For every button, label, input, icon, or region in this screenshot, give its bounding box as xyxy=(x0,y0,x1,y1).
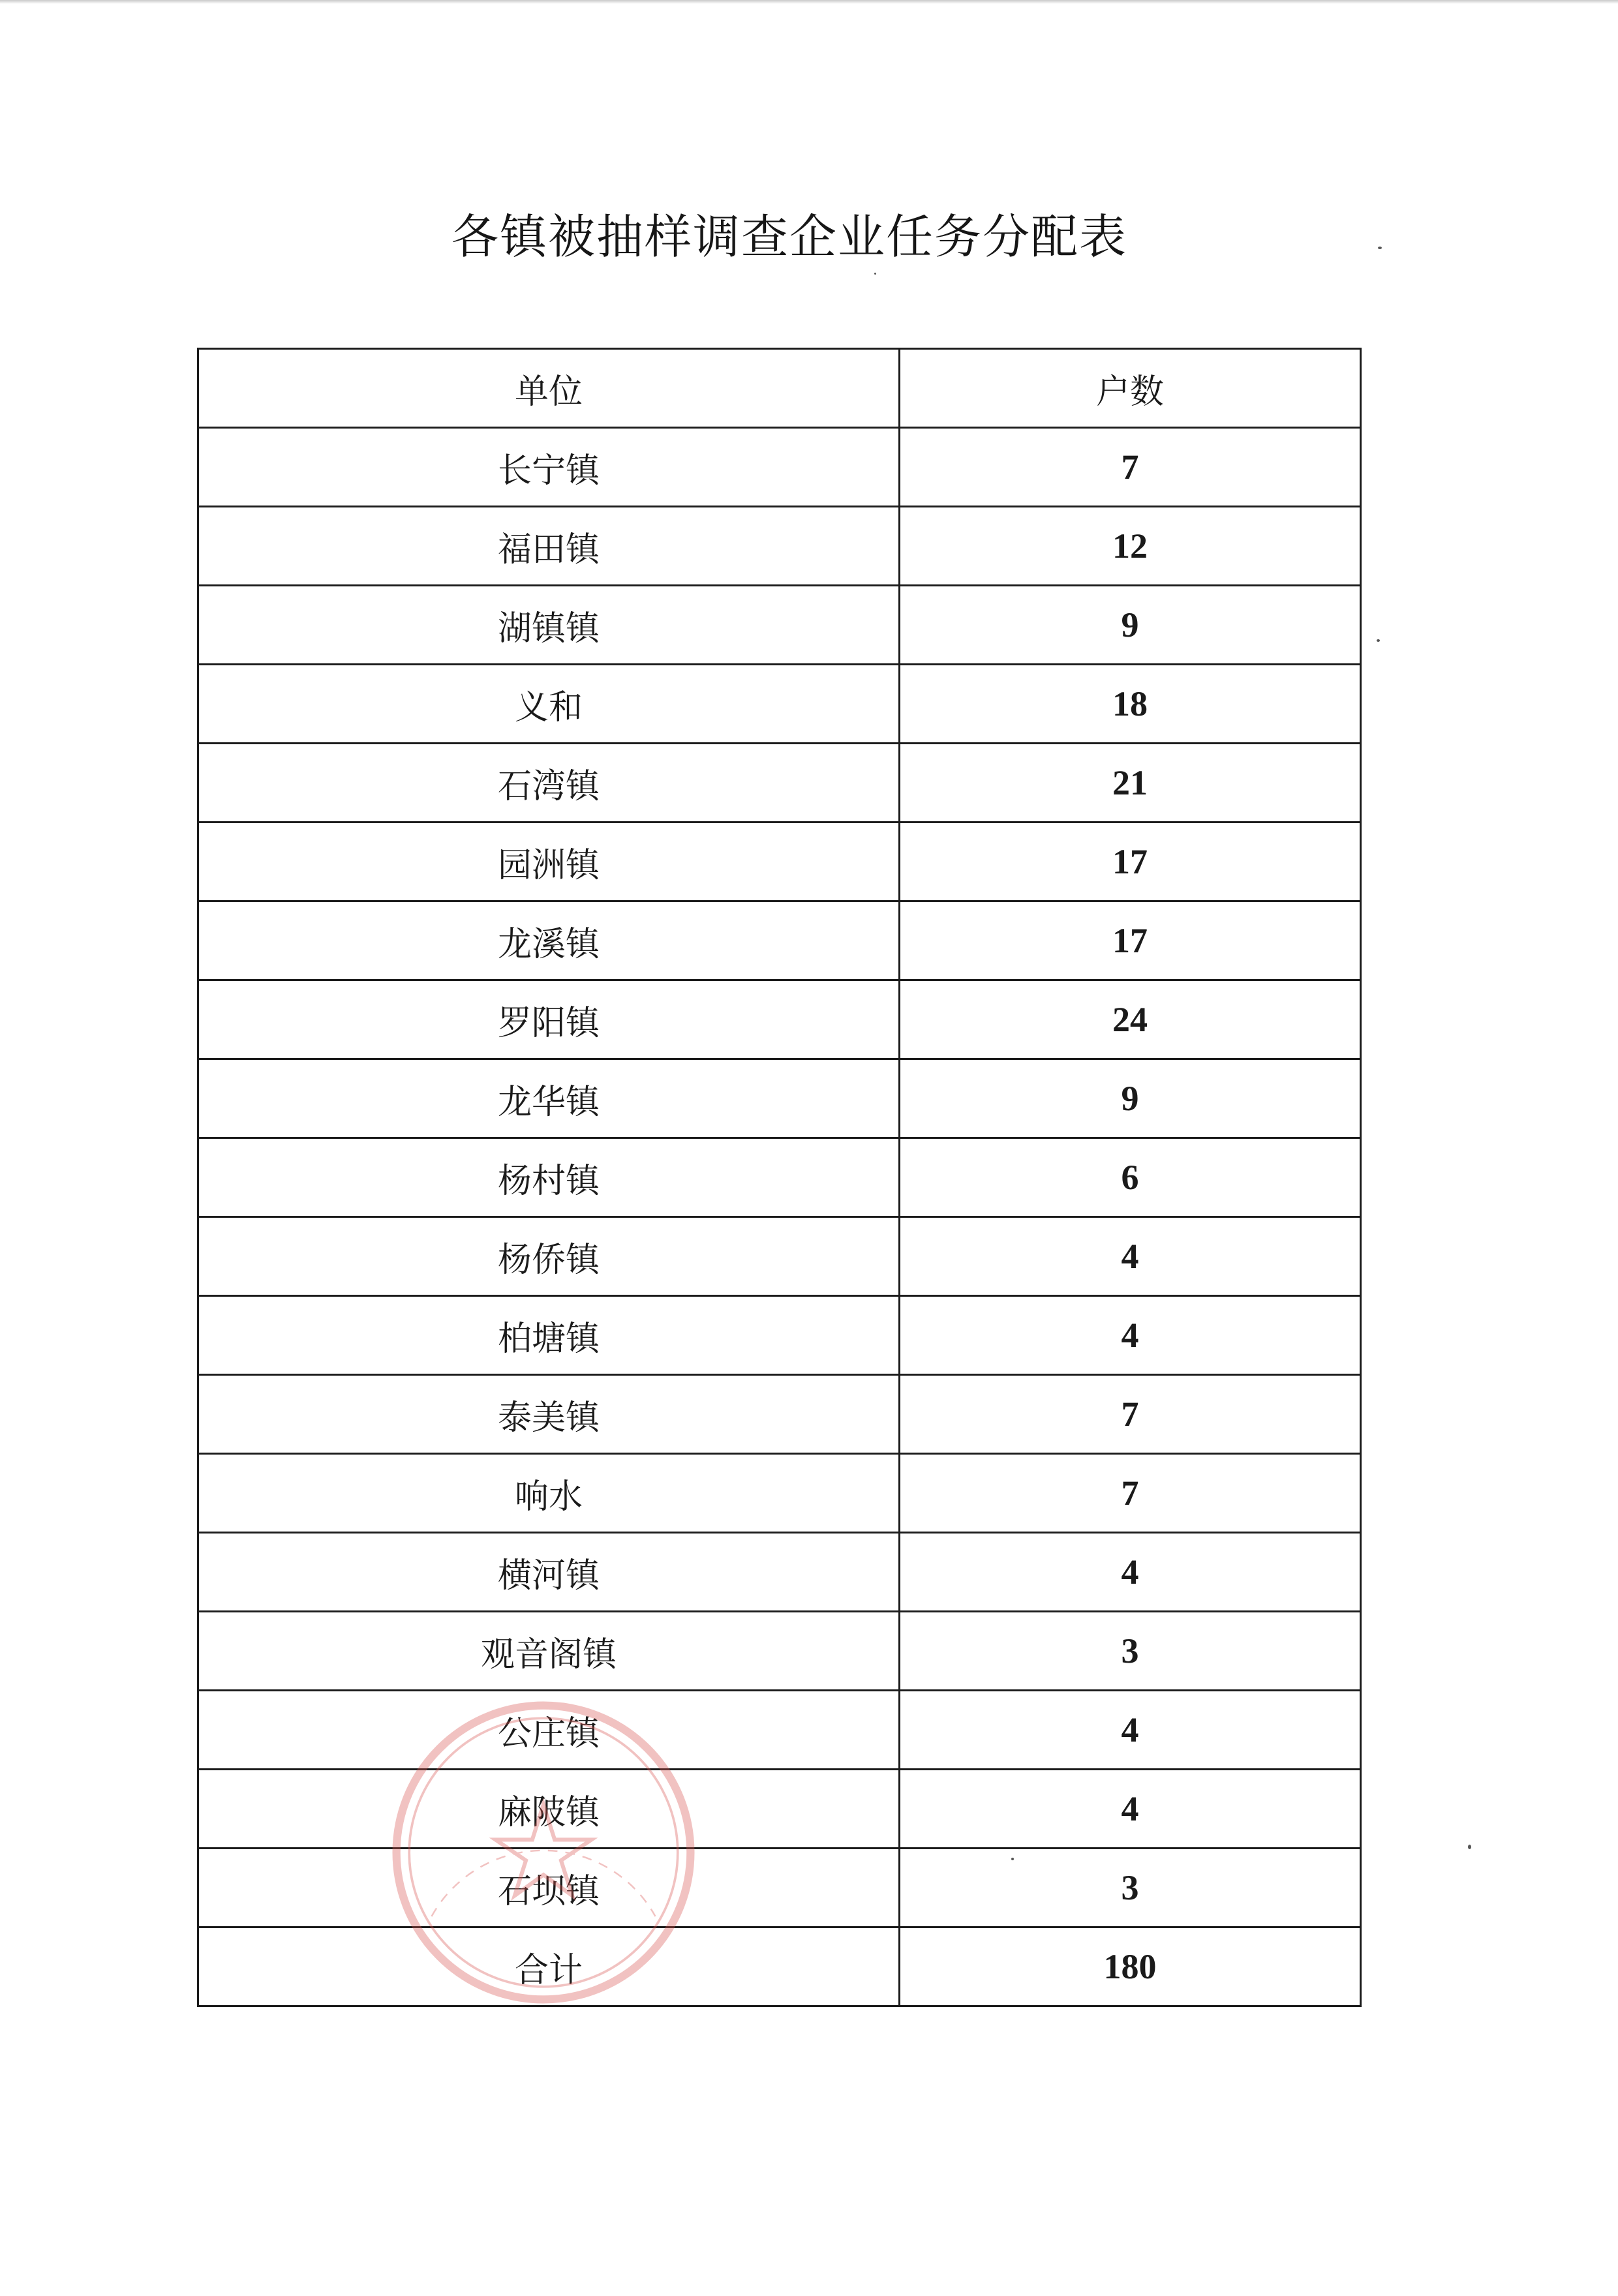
unit-cell: 长宁镇 xyxy=(198,428,900,507)
count-cell: 3 xyxy=(900,1849,1361,1927)
allocation-table xyxy=(197,348,1362,2007)
unit-cell: 泰美镇 xyxy=(198,1375,900,1454)
total-label: 合计 xyxy=(198,1927,900,2006)
count-cell: 4 xyxy=(900,1533,1361,1612)
table-row xyxy=(198,507,1361,586)
table-row xyxy=(198,1612,1361,1691)
header-unit: 单位 xyxy=(198,349,900,428)
scan-speck xyxy=(1378,247,1382,249)
total-row xyxy=(198,1927,1361,2006)
unit-cell: 公庄镇 xyxy=(198,1691,900,1770)
unit-cell: 石坝镇 xyxy=(198,1849,900,1927)
unit-cell: 龙溪镇 xyxy=(198,901,900,980)
count-cell: 7 xyxy=(900,1375,1361,1454)
total-value: 180 xyxy=(900,1927,1361,2006)
count-cell: 18 xyxy=(900,665,1361,744)
table-row xyxy=(198,1454,1361,1533)
unit-cell: 福田镇 xyxy=(198,507,900,586)
scan-speck xyxy=(874,273,876,275)
table-row xyxy=(198,1691,1361,1770)
scan-speck xyxy=(1468,1845,1471,1849)
count-cell: 9 xyxy=(900,1059,1361,1138)
scan-edge xyxy=(0,0,1618,4)
count-cell: 7 xyxy=(900,428,1361,507)
table-row xyxy=(198,1138,1361,1217)
count-cell: 4 xyxy=(900,1691,1361,1770)
count-cell: 12 xyxy=(900,507,1361,586)
count-cell: 6 xyxy=(900,1138,1361,1217)
document-title: 各镇被抽样调查企业任务分配表 xyxy=(451,209,1127,264)
table-row xyxy=(198,586,1361,665)
count-cell: 3 xyxy=(900,1612,1361,1691)
header-count: 户数 xyxy=(900,349,1361,428)
unit-cell: 罗阳镇 xyxy=(198,980,900,1059)
table-row xyxy=(198,1375,1361,1454)
unit-cell: 柏塘镇 xyxy=(198,1296,900,1375)
count-cell: 7 xyxy=(900,1454,1361,1533)
unit-cell: 麻陂镇 xyxy=(198,1770,900,1849)
table-row xyxy=(198,1217,1361,1296)
table-row xyxy=(198,1849,1361,1927)
table-row xyxy=(198,901,1361,980)
count-cell: 9 xyxy=(900,586,1361,665)
table-row xyxy=(198,428,1361,507)
unit-cell: 杨村镇 xyxy=(198,1138,900,1217)
table-row xyxy=(198,823,1361,901)
count-cell: 4 xyxy=(900,1296,1361,1375)
unit-cell: 响水 xyxy=(198,1454,900,1533)
count-cell: 4 xyxy=(900,1770,1361,1849)
unit-cell: 杨侨镇 xyxy=(198,1217,900,1296)
header-row xyxy=(198,349,1361,428)
unit-cell: 横河镇 xyxy=(198,1533,900,1612)
table-body xyxy=(198,349,1361,2006)
table-row xyxy=(198,1533,1361,1612)
count-cell: 17 xyxy=(900,901,1361,980)
scan-speck xyxy=(1011,1858,1014,1860)
table-row xyxy=(198,1296,1361,1375)
unit-cell: 观音阁镇 xyxy=(198,1612,900,1691)
table-row xyxy=(198,1770,1361,1849)
count-cell: 24 xyxy=(900,980,1361,1059)
table-row xyxy=(198,744,1361,823)
table-row xyxy=(198,980,1361,1059)
unit-cell: 石湾镇 xyxy=(198,744,900,823)
count-cell: 4 xyxy=(900,1217,1361,1296)
count-cell: 17 xyxy=(900,823,1361,901)
scan-speck xyxy=(1377,639,1380,642)
unit-cell: 园洲镇 xyxy=(198,823,900,901)
count-cell: 21 xyxy=(900,744,1361,823)
unit-cell: 龙华镇 xyxy=(198,1059,900,1138)
unit-cell: 义和 xyxy=(198,665,900,744)
table-row xyxy=(198,665,1361,744)
table-row xyxy=(198,1059,1361,1138)
unit-cell: 湖镇镇 xyxy=(198,586,900,665)
